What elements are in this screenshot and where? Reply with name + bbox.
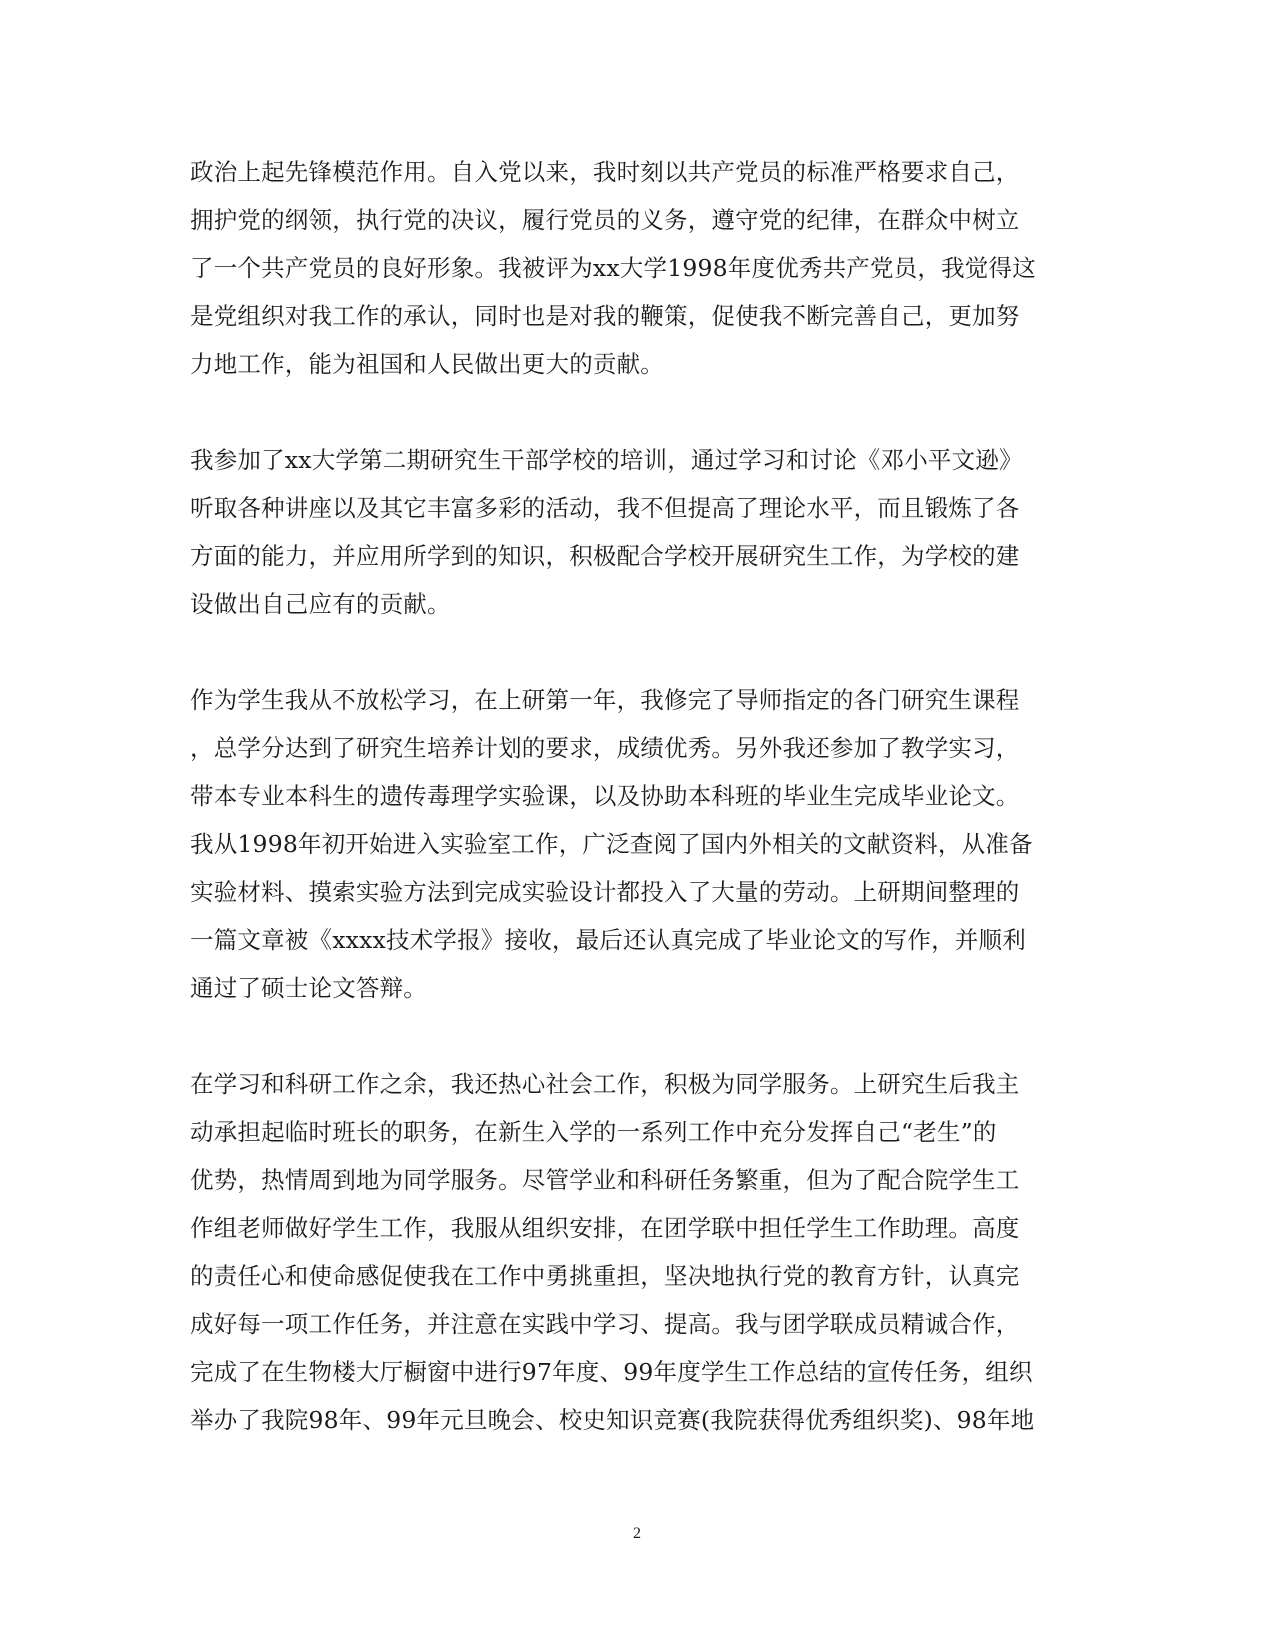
text-line: 作组老师做好学生工作，我服从组织安排，在团学联中担任学生工作助理。高度 bbox=[190, 1214, 1020, 1242]
body-text bbox=[190, 148, 1080, 1444]
paragraph-gap bbox=[190, 1012, 1080, 1060]
text-line: 作为学生我从不放松学习，在上研第一年，我修完了导师指定的各门研究生课程 bbox=[190, 686, 1020, 714]
paragraph-gap bbox=[190, 628, 1080, 676]
paragraph-gap bbox=[190, 388, 1080, 436]
text-line: 拥护党的纲领，执行党的决议，履行党员的义务，遵守党的纪律，在群众中树立 bbox=[190, 206, 1020, 234]
text-line: 一篇文章被《xxxx技术学报》接收，最后还认真完成了毕业论文的写作，并顺利 bbox=[190, 926, 1026, 954]
text-line: 动承担起临时班长的职务，在新生入学的一系列工作中充分发挥自己“老生”的 bbox=[190, 1118, 997, 1146]
text-line: ，总学分达到了研究生培养计划的要求，成绩优秀。另外我还参加了教学实习， bbox=[190, 734, 1020, 762]
text-line: 完成了在生物楼大厅橱窗中进行97年度、99年度学生工作总结的宣传任务，组织 bbox=[190, 1358, 1033, 1386]
text-line: 设做出自己应有的贡献。 bbox=[190, 590, 451, 618]
paragraph-3 bbox=[190, 676, 1080, 1012]
text-line: 方面的能力，并应用所学到的知识，积极配合学校开展研究生工作，为学校的建 bbox=[190, 542, 1020, 570]
text-line: 我从1998年初开始进入实验室工作，广泛查阅了国内外相关的文献资料，从准备 bbox=[190, 830, 1033, 858]
text-line: 是党组织对我工作的承认，同时也是对我的鞭策，促使我不断完善自己，更加努 bbox=[190, 302, 1020, 330]
text-line: 通过了硕士论文答辩。 bbox=[190, 974, 427, 1002]
text-line: 听取各种讲座以及其它丰富多彩的活动，我不但提高了理论水平，而且锻炼了各 bbox=[190, 494, 1020, 522]
text-line: 了一个共产党员的良好形象。我被评为xx大学1998年度优秀共产党员，我觉得这 bbox=[190, 254, 1036, 282]
text-line: 实验材料、摸索实验方法到完成实验设计都投入了大量的劳动。上研期间整理的 bbox=[190, 878, 1020, 906]
text-line: 成好每一项工作任务，并注意在实践中学习、提高。我与团学联成员精诚合作， bbox=[190, 1310, 1020, 1338]
text-line: 我参加了xx大学第二期研究生干部学校的培训，通过学习和讨论《邓小平文逊》 bbox=[190, 446, 1023, 474]
text-line: 力地工作，能为祖国和人民做出更大的贡献。 bbox=[190, 350, 664, 378]
text-line: 的责任心和使命感促使我在工作中勇挑重担，坚决地执行党的教育方针，认真完 bbox=[190, 1262, 1020, 1290]
paragraph-1 bbox=[190, 148, 1080, 388]
page-number: 2 bbox=[633, 1525, 641, 1542]
paragraph-4 bbox=[190, 1060, 1080, 1444]
text-line: 在学习和科研工作之余，我还热心社会工作，积极为同学服务。上研究生后我主 bbox=[190, 1070, 1020, 1098]
text-line: 优势，热情周到地为同学服务。尽管学业和科研任务繁重，但为了配合院学生工 bbox=[190, 1166, 1020, 1194]
text-line: 带本专业本科生的遗传毒理学实验课，以及协助本科班的毕业生完成毕业论文。 bbox=[190, 782, 1020, 810]
text-line: 政治上起先锋模范作用。自入党以来，我时刻以共产党员的标准严格要求自己， bbox=[190, 158, 1020, 186]
text-line: 举办了我院98年、99年元旦晚会、校史知识竞赛(我院获得优秀组织奖)、98年地 bbox=[190, 1406, 1035, 1434]
paragraph-2 bbox=[190, 436, 1080, 628]
